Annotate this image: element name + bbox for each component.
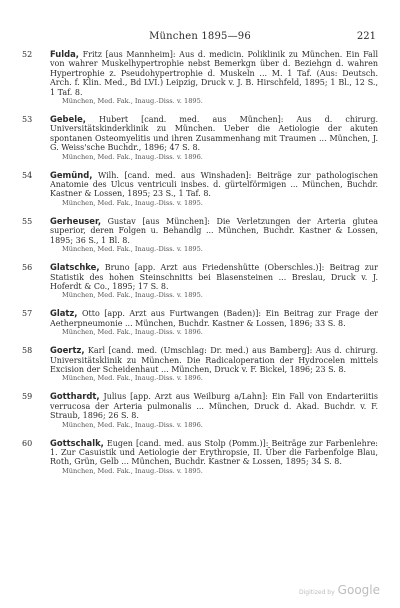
entry-note: München, Med. Fak., Inaug.-Diss. v. 1895. bbox=[62, 291, 203, 300]
list-item bbox=[0, 217, 400, 253]
entry-text: Bruno [app. Arzt aus Friedenshütte (Oberschles.)]: Beitrag zur Statistik des hohen Steinschnitts bei Blasensteinen ... Breslau, Druck v. J. Hoferdt & Co., 1895; 17 S. 8. bbox=[50, 263, 378, 291]
author-name: Gottschalk, bbox=[50, 437, 104, 448]
author-name: Gotthardt, bbox=[50, 391, 100, 402]
author-name: Glatschke, bbox=[50, 262, 100, 273]
list-item bbox=[0, 309, 400, 336]
dissertation-list bbox=[0, 50, 400, 485]
entry-number: 54 bbox=[22, 170, 33, 180]
entry-note: München, Med. Fak., Inaug.-Diss. v. 1895. bbox=[62, 198, 203, 207]
entry-text: Otto [app. Arzt aus Furtwangen (Baden)]: Ein Beitrag zur Frage der Aetherpneumonie ... München, Buchdr. Kastner & Lossen, 1896; 33 S. 8. bbox=[50, 309, 378, 328]
author-name: Gemünd, bbox=[50, 169, 93, 180]
entry-note: München, Med. Fak., Inaug.-Diss. v. 1895. bbox=[62, 466, 203, 475]
author-name: Fulda, bbox=[50, 49, 79, 59]
entry-body bbox=[50, 217, 378, 245]
entry-number: 53 bbox=[22, 115, 33, 125]
entry-text: Gustav [aus München]: Die Verletzungen der Arteria glutea superior, deren Folgen u. Behandlg ... München, Buchdr. Kastner & Lossen, 1895; 36 S., 1 Bl. 8. bbox=[50, 216, 378, 245]
running-title: München 1895—96 bbox=[149, 31, 251, 42]
list-item bbox=[0, 392, 400, 428]
running-head bbox=[0, 31, 400, 45]
entry-text: Hubert [cand. med. aus München]: Aus d. chirurg. Universitätskinderklinik zu München. Ueber die Aetiologie der akuten spontanen Osteomyelitis und ihren Zusammenhang mit Traumen ... München, J. G. Weiss'sche Buchdr., 1896; 47 S. 8. bbox=[50, 115, 378, 153]
entry-body bbox=[50, 171, 378, 199]
entry-body bbox=[50, 115, 378, 153]
list-item bbox=[0, 263, 400, 299]
entry-note: München, Med. Fak., Inaug.-Diss. v. 1896. bbox=[62, 328, 203, 337]
digitization-watermark bbox=[299, 579, 380, 598]
list-item bbox=[0, 115, 400, 161]
author-name: Glatz, bbox=[50, 308, 78, 319]
entry-number: 52 bbox=[22, 50, 33, 59]
entry-text: Julius [app. Arzt aus Weilburg a/Lahn]: Ein Fall von Endarteriitis verrucosa der Arteria pulmonalis ... München, Druck d. Akad. Buchdr. v. F. Straub, 1896; 26 S. 8. bbox=[50, 392, 379, 421]
list-item bbox=[0, 439, 400, 475]
list-item bbox=[0, 346, 400, 382]
entry-text: Eugen [cand. med. aus Stolp (Pomm.)]: Beiträge zur Farbenlehre: 1. Zur Casuistik und Aetiologie der Erythropsie, II. Über die Farbenfolge Blau, Roth, Grün, Gelb ... München, Buchdr. Kastner & Lossen, 1895; 34 S. 8. bbox=[50, 438, 379, 467]
entry-number: 60 bbox=[22, 438, 33, 448]
author-name: Gerheuser, bbox=[50, 215, 102, 226]
entry-body bbox=[50, 439, 378, 467]
list-item bbox=[0, 50, 400, 105]
entry-body bbox=[50, 50, 378, 97]
watermark-brand: Google bbox=[337, 583, 380, 597]
entry-note: München, Med. Fak., Inaug.-Diss. v. 1895. bbox=[62, 97, 203, 106]
entry-number: 58 bbox=[22, 346, 33, 356]
list-item bbox=[0, 171, 400, 207]
entry-number: 59 bbox=[22, 392, 33, 402]
entry-text: Karl [cand. med. (Umschlag: Dr. med.) aus Bamberg]: Aus d. chirurg. Universitätsklinik zu München. Die Radicaloperation der Hydrocelen mittels Excision der Scheidenhaut ... München, Druck v. F. Bickel, 1896; 23 S. 8. bbox=[50, 346, 378, 374]
author-name: Goertz, bbox=[50, 345, 85, 356]
entry-text: Wilh. [cand. med. aus Winshaden]: Beiträge zur pathologischen Anatomie des Ulcus ventriculi insbes. d. gürtelförmigen ... München, Buchdr. Kastner & Lossen, 1895; 23 S., 1 Taf. 8. bbox=[50, 170, 378, 199]
entry-text: Fritz [aus Mannheim]: Aus d. medicin. Poliklinik zu München. Ein Fall von wahrer Muskelhypertrophie nebst Bemerkgn über d. Beziehgn d. wahren Hypertrophie z. Pseudohypertrophie d. Muskeln ... M. 1 Taf. (Aus: Deutsch. Arch. f. Klin. Med., Bd LVI.) Leipzig, Druck v. J. B. Hirschfeld, 1895; 1 Bl., 12 S., 1 Taf. 8. bbox=[50, 50, 379, 97]
entry-number: 56 bbox=[22, 263, 33, 273]
author-name: Gebele, bbox=[50, 114, 86, 125]
page-number: 221 bbox=[356, 31, 376, 42]
entry-note: München, Med. Fak., Inaug.-Diss. v. 1895. bbox=[62, 245, 203, 254]
entry-number: 57 bbox=[22, 309, 33, 319]
entry-note: München, Med. Fak., Inaug.-Diss. v. 1896. bbox=[62, 420, 203, 429]
entry-number: 55 bbox=[22, 216, 33, 226]
entry-note: München, Med. Fak., Inaug.-Diss. v. 1896. bbox=[62, 152, 203, 161]
entry-note: München, Med. Fak., Inaug.-Diss. v. 1896. bbox=[62, 374, 203, 383]
entry-body bbox=[50, 263, 378, 291]
watermark-prefix: Digitized by bbox=[298, 589, 335, 596]
entry-body bbox=[50, 392, 378, 420]
entry-body bbox=[50, 346, 378, 374]
entry-body bbox=[50, 309, 378, 328]
